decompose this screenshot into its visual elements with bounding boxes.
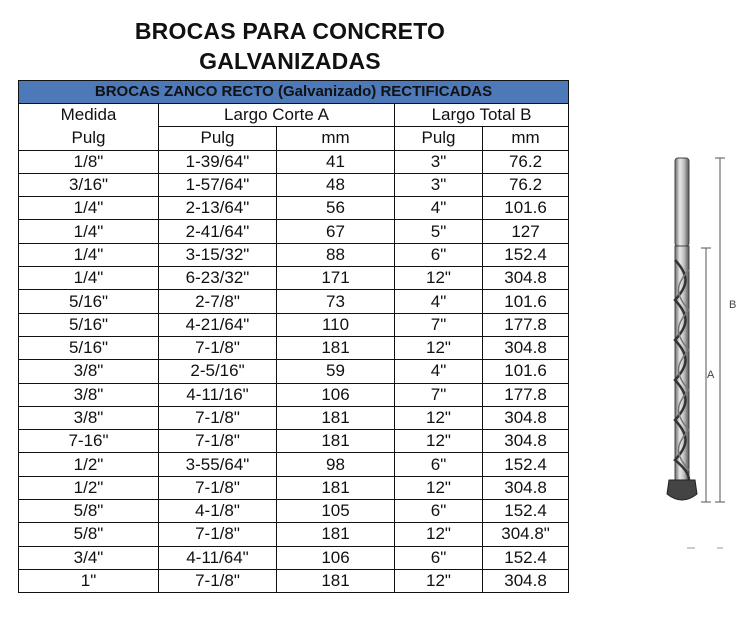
cell-corte-mm: 105: [277, 500, 395, 523]
header-total-mm: mm: [483, 127, 569, 150]
table-row: [19, 220, 569, 243]
table-banner: BROCAS ZANCO RECTO (Galvanizado) RECTIFICADAS: [19, 81, 569, 104]
cell-corte-pulg: 3-15/32": [159, 243, 277, 266]
cell-total-mm: 177.8: [483, 383, 569, 406]
header-largo-total: Largo Total B: [395, 104, 569, 127]
cell-total-pulg: 7": [395, 383, 483, 406]
cell-total-pulg: 4": [395, 197, 483, 220]
cell-medida: 5/16": [19, 336, 159, 359]
cell-corte-mm: 181: [277, 336, 395, 359]
cell-corte-mm: 48: [277, 173, 395, 196]
page-title: BROCAS PARA CONCRETO: [134, 18, 446, 44]
cell-medida: 3/8": [19, 360, 159, 383]
cell-total-pulg: 4": [395, 360, 483, 383]
cell-total-pulg: 3": [395, 173, 483, 196]
table-row: [19, 243, 569, 266]
cell-medida: 5/8": [19, 523, 159, 546]
table-row: [19, 523, 569, 546]
cell-corte-pulg: 7-1/8": [159, 336, 277, 359]
cell-total-pulg: 5": [395, 220, 483, 243]
cell-corte-pulg: 7-1/8": [159, 406, 277, 429]
cell-total-pulg: 6": [395, 453, 483, 476]
drill-bit-icon: [667, 158, 697, 500]
cell-corte-mm: 181: [277, 569, 395, 592]
table-row: [19, 173, 569, 196]
cell-total-mm: 101.6: [483, 290, 569, 313]
cell-corte-pulg: 3-55/64": [159, 453, 277, 476]
table-row: [19, 430, 569, 453]
table-body: [19, 150, 569, 593]
drill-bit-diagram: [645, 150, 753, 560]
cell-medida: 5/16": [19, 313, 159, 336]
cell-medida: 1/2": [19, 453, 159, 476]
cell-medida: 3/8": [19, 406, 159, 429]
header-largo-corte: Largo Corte A: [159, 104, 395, 127]
cell-corte-pulg: 4-11/64": [159, 546, 277, 569]
table-row: [19, 476, 569, 499]
cell-corte-mm: 110: [277, 313, 395, 336]
cell-total-pulg: 6": [395, 500, 483, 523]
cell-corte-pulg: 1-57/64": [159, 173, 277, 196]
cell-medida: 3/4": [19, 546, 159, 569]
cell-medida: 1/4": [19, 267, 159, 290]
cell-medida: 3/8": [19, 383, 159, 406]
page-subtitle: GALVANIZADAS: [199, 48, 381, 74]
cell-corte-pulg: 2-41/64": [159, 220, 277, 243]
cell-corte-mm: 181: [277, 523, 395, 546]
cell-corte-mm: 56: [277, 197, 395, 220]
cell-corte-pulg: 4-21/64": [159, 313, 277, 336]
table-row: [19, 197, 569, 220]
cell-total-mm: 152.4: [483, 243, 569, 266]
dimension-b: [715, 158, 725, 502]
cell-total-pulg: 12": [395, 523, 483, 546]
table-row: [19, 290, 569, 313]
header-corte-pulg: Pulg: [159, 127, 277, 150]
cell-corte-mm: 67: [277, 220, 395, 243]
cell-corte-mm: 181: [277, 476, 395, 499]
cell-corte-pulg: 2-13/64": [159, 197, 277, 220]
dimension-b-label: B: [729, 299, 737, 311]
cell-total-mm: 304.8: [483, 336, 569, 359]
cell-corte-mm: 171: [277, 267, 395, 290]
table-row: [19, 569, 569, 592]
cell-medida: 1/4": [19, 197, 159, 220]
cell-total-pulg: 4": [395, 290, 483, 313]
cell-total-pulg: 7": [395, 313, 483, 336]
cell-total-pulg: 12": [395, 267, 483, 290]
cell-corte-pulg: 2-5/16": [159, 360, 277, 383]
table-row: [19, 383, 569, 406]
cell-corte-mm: 106: [277, 546, 395, 569]
cell-corte-mm: 41: [277, 150, 395, 173]
cell-total-mm: 304.8: [483, 267, 569, 290]
cell-corte-mm: 88: [277, 243, 395, 266]
cell-corte-pulg: 4-11/16": [159, 383, 277, 406]
cell-total-mm: 304.8: [483, 569, 569, 592]
cell-total-mm: 101.6: [483, 197, 569, 220]
header-total-pulg: Pulg: [395, 127, 483, 150]
cell-medida: 1/2": [19, 476, 159, 499]
cell-total-mm: 304.8: [483, 476, 569, 499]
cell-total-mm: 152.4: [483, 546, 569, 569]
table-row: [19, 150, 569, 173]
cell-total-pulg: 6": [395, 243, 483, 266]
cell-medida: 1": [19, 569, 159, 592]
cell-total-mm: 76.2: [483, 150, 569, 173]
cell-total-mm: 152.4: [483, 453, 569, 476]
header-corte-mm: mm: [277, 127, 395, 150]
cell-corte-pulg: 6-23/32": [159, 267, 277, 290]
cell-medida: 3/16": [19, 173, 159, 196]
cell-medida: 1/4": [19, 243, 159, 266]
dimension-a-label: A: [707, 369, 715, 381]
cell-total-pulg: 12": [395, 430, 483, 453]
cell-total-mm: 177.8: [483, 313, 569, 336]
table-row: [19, 313, 569, 336]
cell-corte-pulg: 1-39/64": [159, 150, 277, 173]
cell-total-pulg: 12": [395, 476, 483, 499]
cell-total-pulg: 3": [395, 150, 483, 173]
table-row: [19, 546, 569, 569]
cell-total-mm: 304.8: [483, 406, 569, 429]
cell-total-mm: 101.6: [483, 360, 569, 383]
cell-corte-mm: 73: [277, 290, 395, 313]
header-medida-unit: Pulg: [19, 127, 159, 150]
cell-corte-mm: 98: [277, 453, 395, 476]
table-row: [19, 360, 569, 383]
cell-corte-pulg: 7-1/8": [159, 476, 277, 499]
cell-corte-mm: 181: [277, 430, 395, 453]
table-row: [19, 453, 569, 476]
table-row: [19, 267, 569, 290]
cell-corte-pulg: 2-7/8": [159, 290, 277, 313]
cell-total-pulg: 12": [395, 336, 483, 359]
table-row: [19, 500, 569, 523]
cell-corte-mm: 106: [277, 383, 395, 406]
cell-medida: 5/16": [19, 290, 159, 313]
cell-medida: 1/4": [19, 220, 159, 243]
cell-total-mm: 76.2: [483, 173, 569, 196]
cell-corte-pulg: 7-1/8": [159, 430, 277, 453]
cell-medida: 5/8": [19, 500, 159, 523]
cell-total-mm: 152.4: [483, 500, 569, 523]
cell-total-mm: 127: [483, 220, 569, 243]
drill-spec-table: [18, 80, 569, 593]
cell-corte-mm: 181: [277, 406, 395, 429]
cell-corte-pulg: 7-1/8": [159, 569, 277, 592]
cell-total-mm: 304.8": [483, 523, 569, 546]
cell-total-pulg: 12": [395, 569, 483, 592]
cell-medida: 7-16": [19, 430, 159, 453]
cell-total-mm: 304.8: [483, 430, 569, 453]
cell-total-pulg: 6": [395, 546, 483, 569]
table-row: [19, 336, 569, 359]
header-medida: Medida: [19, 104, 159, 127]
cell-total-pulg: 12": [395, 406, 483, 429]
cell-corte-pulg: 7-1/8": [159, 523, 277, 546]
cell-medida: 1/8": [19, 150, 159, 173]
cell-corte-pulg: 4-1/8": [159, 500, 277, 523]
cell-corte-mm: 59: [277, 360, 395, 383]
table-row: [19, 406, 569, 429]
